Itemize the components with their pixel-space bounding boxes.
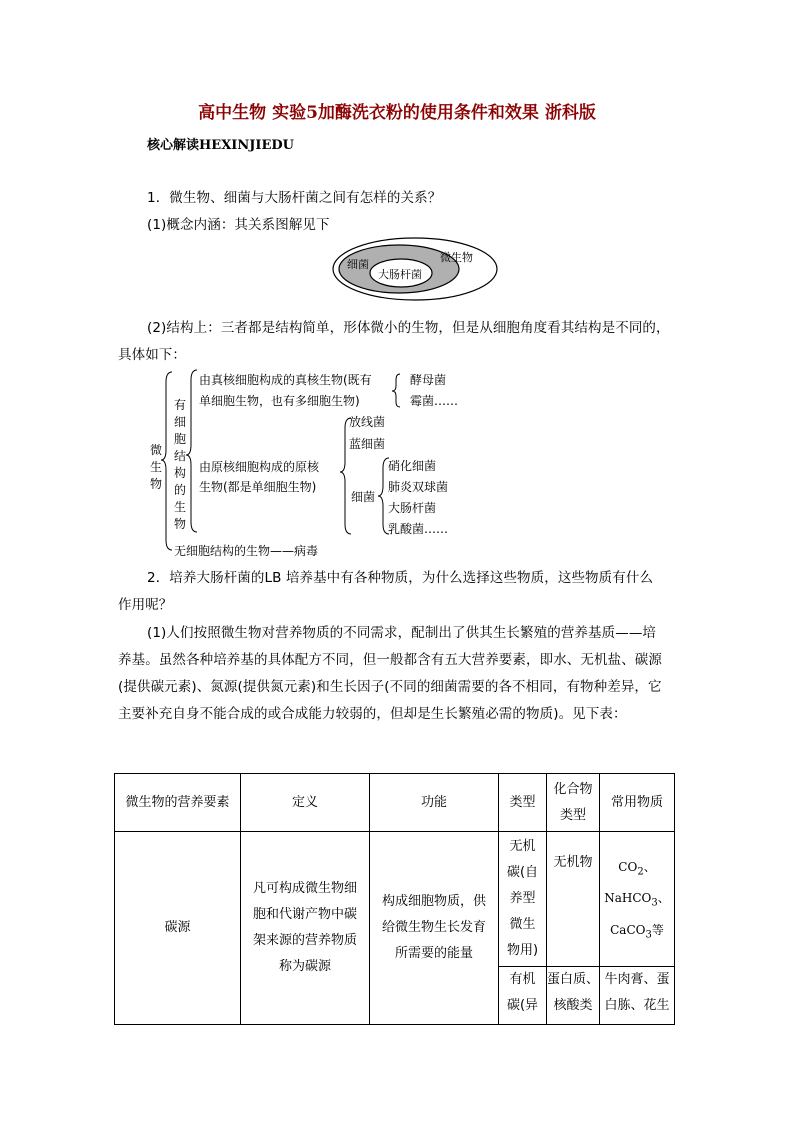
type-line: 无机 [509, 839, 536, 854]
substance-text: NaHCO [604, 891, 652, 906]
substance-text: 、 [643, 860, 656, 874]
cell-organic-type [499, 967, 547, 1025]
subscript: 3 [645, 929, 652, 941]
definition-line: 胞和代谢产物中碳 [252, 907, 357, 922]
question-2-line2: 作用呢？ [118, 597, 173, 613]
definition-line: 称为碳源 [278, 959, 331, 974]
substance-text: CaCO [610, 922, 646, 937]
subscript: 2 [637, 866, 644, 878]
type-line: 碳(自 [506, 865, 539, 880]
function-line: 给微生物生长发育 [381, 920, 486, 935]
type-line: 微生 [509, 917, 536, 932]
substance-co2 [600, 854, 674, 885]
q2-answer-line2: 养基。虽然各种培养基的具体配方不同，但一般都含有五大营养要素，即水、无机盐、碳源 [118, 652, 662, 668]
bacteria-label: 细菌 [351, 490, 376, 504]
definition-line: 架来源的营养物质 [252, 933, 357, 948]
q2-answer-line4: 主要补充自身不能合成的或合成能力较弱的，但却是生长繁殖必需的物质)。见下表： [118, 706, 627, 722]
header-compound-type-line2: 类型 [559, 807, 586, 823]
definition-line: 凡可构成微生物细 [252, 881, 357, 896]
eukaryote-example-mold: 霉菌…… [410, 394, 459, 408]
substance-nahco3 [600, 885, 674, 916]
compound-line: 蛋白质、 [547, 972, 600, 987]
tree-root-label: 微生物 [149, 443, 162, 491]
q1-part1: (1)概念内涵：其关系图解见下 [147, 217, 330, 233]
root-brace [161, 372, 172, 550]
header-function: 功能 [370, 774, 499, 832]
type-line: 有机 [509, 972, 536, 987]
venn-diagram [330, 236, 500, 302]
substance-line: 白胨、花生 [604, 998, 670, 1013]
bacteria-example-pneumococcus: 肺炎双球菌 [388, 480, 449, 494]
prokaryote-example-actinomycete: 放线菌 [349, 415, 386, 429]
cell-function [370, 832, 499, 1025]
bacteria-example-nitrifying: 硝化细菌 [388, 459, 437, 473]
nutrient-table [114, 773, 675, 1025]
substance-line: 牛肉膏、蛋 [604, 972, 670, 987]
q2-answer-line1: (1)人们按照微生物对营养物质的不同需求，配制出了供其生长繁殖的营养基质——培 [147, 625, 657, 641]
row-label-carbon: 碳源 [115, 832, 241, 1025]
acellular-label: 无细胞结构的生物——病毒 [174, 544, 319, 558]
type-line: 碳(异 [506, 998, 539, 1013]
table-row [115, 832, 675, 967]
cellular-brace [186, 370, 197, 532]
eukaryote-line1: 由真核细胞构成的真核生物(既有 [199, 373, 372, 387]
venn-label-bacteria: 细菌 [347, 258, 369, 271]
compound-line: 核酸类 [553, 998, 593, 1013]
header-definition: 定义 [241, 774, 370, 832]
question-1: 1．微生物、细菌与大肠杆菌之间有怎样的关系？ [147, 190, 442, 206]
q1-part2-line2: 具体如下： [118, 347, 186, 363]
substance-caco3 [600, 917, 674, 948]
eukaryote-brace [392, 374, 400, 407]
cell-inorganic-type [499, 832, 547, 967]
page-title: 高中生物 实验5加酶洗衣粉的使用条件和效果 浙科版 [198, 103, 596, 123]
venn-label-microbe: 微生物 [440, 251, 473, 264]
section-heading: 核心解读HEXINJIEDU [147, 138, 294, 153]
eukaryote-line2: 单细胞生物，也有多细胞生物) [199, 394, 360, 408]
substance-text: 等 [651, 922, 664, 937]
q2-answer-line3: (提供碳元素)、氮源(提供氮元素)和生长因子(不同的细菌需要的各不相同，有物种差异，它 [118, 679, 662, 695]
cell-organic-compound [547, 967, 600, 1025]
header-common-substance: 常用物质 [600, 774, 675, 832]
header-nutrient: 微生物的营养要素 [115, 774, 241, 832]
table-header-row [115, 774, 675, 832]
cell-definition [241, 832, 370, 1025]
subscript: 3 [651, 897, 658, 909]
bacteria-example-lactobacillus: 乳酸菌…… [388, 522, 449, 536]
cell-organic-substances [600, 967, 675, 1025]
cell-inorganic-compound: 无机物 [547, 832, 600, 967]
q1-part2-line1: (2)结构上：三者都是结构简单，形体微小的生物，但是从细胞角度看其结构是不同的， [147, 320, 670, 336]
function-line: 所需要的能量 [394, 946, 473, 961]
venn-label-ecoli: 大肠杆菌 [378, 268, 422, 281]
header-compound-type-line1: 化合物 [553, 781, 593, 797]
header-type: 类型 [499, 774, 547, 832]
tree-cellular-label: 有细胞结构的生物 [173, 398, 186, 531]
bacteria-example-ecoli: 大肠杆菌 [388, 501, 437, 515]
prokaryote-line1: 由原核细胞构成的原核 [199, 460, 320, 474]
type-line: 养型 [509, 891, 536, 906]
substance-text: CO [618, 860, 638, 874]
header-compound-type [547, 774, 600, 832]
prokaryote-example-cyanobacteria: 蓝细菌 [349, 437, 386, 451]
function-line: 构成细胞物质，供 [381, 894, 486, 909]
substance-text: 、 [657, 891, 670, 906]
question-2-line1: 2．培养大肠杆菌的LB 培养基中有各种物质，为什么选择这些物质，这些物质有什么 [147, 570, 654, 586]
prokaryote-line2: 生物(都是单细胞生物) [199, 480, 317, 494]
type-line: 物用) [506, 943, 539, 958]
eukaryote-example-yeast: 酵母菌 [410, 373, 447, 387]
cell-inorganic-substances [600, 832, 675, 967]
